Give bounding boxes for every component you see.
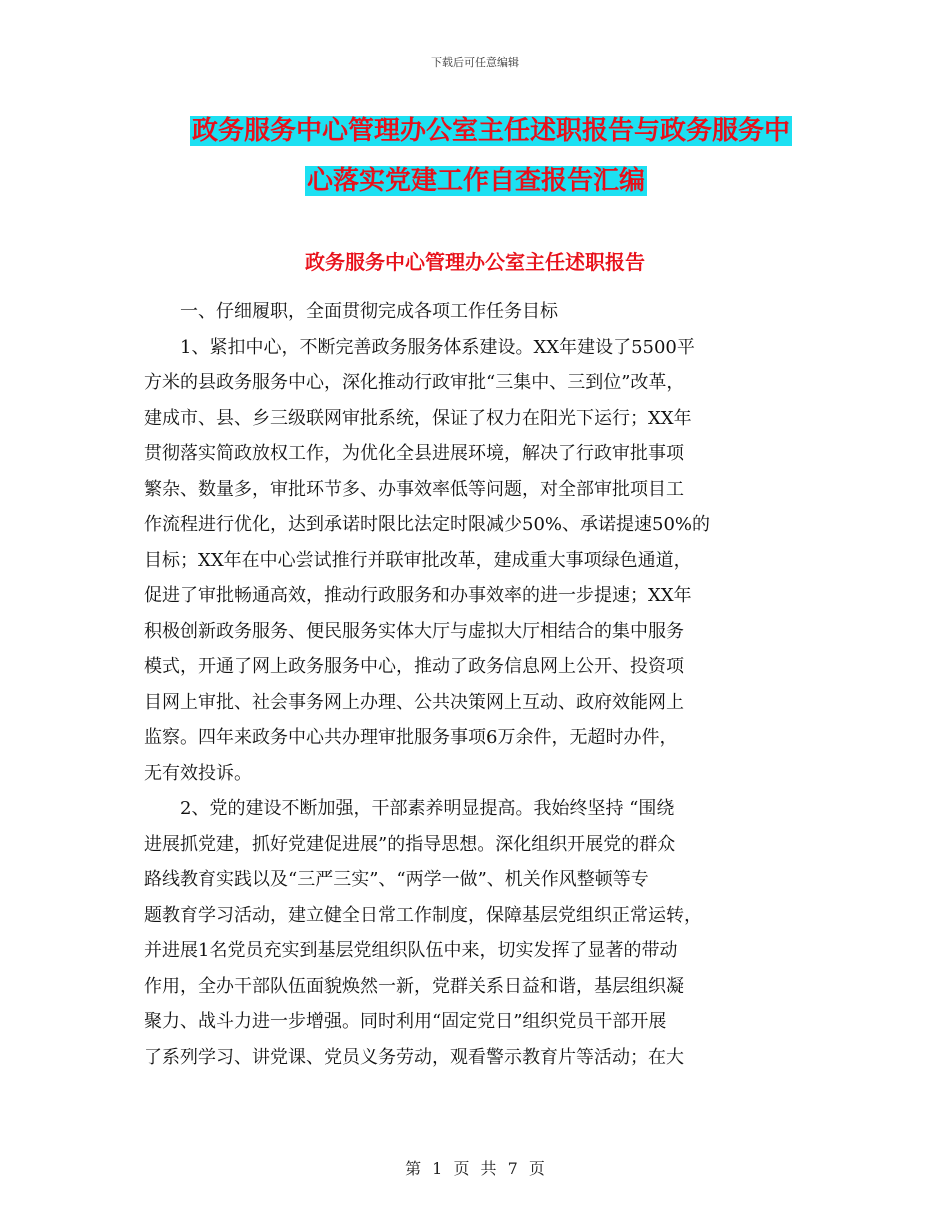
paragraph-2: [144, 791, 804, 1075]
paragraph-line: 方米的县政务服务中心，深化推动行政审批“三集中、三到位”改革，: [144, 372, 685, 393]
page-footer: 第 1 页 共 7 页: [405, 1159, 545, 1178]
paragraph-line: 建成市、县、乡三级联网审批系统，保证了权力在阳光下运行；XX年: [144, 407, 692, 429]
paragraph-line: 题教育学习活动，建立健全日常工作制度，保障基层党组织正常运转，: [144, 904, 702, 926]
paragraph-line: 目网上审批、社会事务网上办理、公共决策网上互动、政府效能网上: [144, 691, 684, 713]
paragraph-line: 贯彻落实简政放权工作，为优化全县进展环境，解决了行政审批事项: [144, 443, 684, 464]
paragraph-line: 并进展1名党员充实到基层党组织队伍中来，切实发挥了显著的带动: [144, 940, 678, 961]
paragraph-line: 2、党的建设不断加强，干部素养明显提高。我始终坚持 “围绕: [180, 798, 675, 819]
paragraph-line: 模式，开通了网上政务服务中心，推动了政务信息网上公开、投资项: [144, 656, 684, 677]
paragraph-line: 目标；XX年在中心尝试推行并联审批改革，建成重大事项绿色通道，: [144, 549, 692, 571]
paragraph-line: 作用，全办干部队伍面貌焕然一新，党群关系日益和谐，基层组织凝: [144, 975, 684, 997]
section-title: 政务服务中心管理办公室主任述职报告: [305, 250, 645, 274]
document-title-line-1: 政务服务中心管理办公室主任述职报告与政务服务中: [192, 116, 791, 146]
paragraph-line: 繁杂、数量多，审批环节多、办事效率低等问题，对全部审批项目工: [144, 478, 684, 500]
paragraph-1: [144, 330, 804, 792]
paragraph-line: 促进了审批畅通高效，推动行政服务和办事效率的进一步提速；XX年: [144, 585, 692, 606]
paragraph-line: 无有效投诉。: [144, 762, 252, 784]
document-body: [144, 294, 804, 1075]
paragraph-line: 作流程进行优化，达到承诺时限比法定时限减少50%、承诺提速50%的: [144, 514, 711, 535]
document-title-line-2: 心落实党建工作自查报告汇编: [307, 166, 646, 196]
paragraph-line: 1、紧扣中心，不断完善政务服务体系建设。XX年建设了5500平: [180, 336, 695, 358]
paragraph-line: 了系列学习、讲党课、党员义务劳动，观看警示教育片等活动；在大: [144, 1046, 684, 1068]
paragraph-line: 积极创新政务服务、便民服务实体大厅与虚拟大厅相结合的集中服务: [144, 620, 684, 642]
paragraph-line: 进展抓党建，抓好党建促进展”的指导思想。深化组织开展党的群众: [144, 833, 676, 855]
paragraph-line: 聚力、战斗力进一步增强。同时利用“固定党日”组织党员干部开展: [144, 1011, 667, 1032]
paragraph-line: 路线教育实践以及“三严三实”、“两学一做”、机关作风整顿等专: [144, 869, 649, 890]
heading-1: 一、仔细履职，全面贯彻完成各项工作任务目标: [180, 301, 558, 322]
document-title: [190, 106, 810, 206]
header-note: 下载后可任意编辑: [431, 56, 519, 69]
paragraph-line: 监察。四年来政务中心共办理审批服务事项6万余件，无超时办件，: [144, 727, 678, 748]
